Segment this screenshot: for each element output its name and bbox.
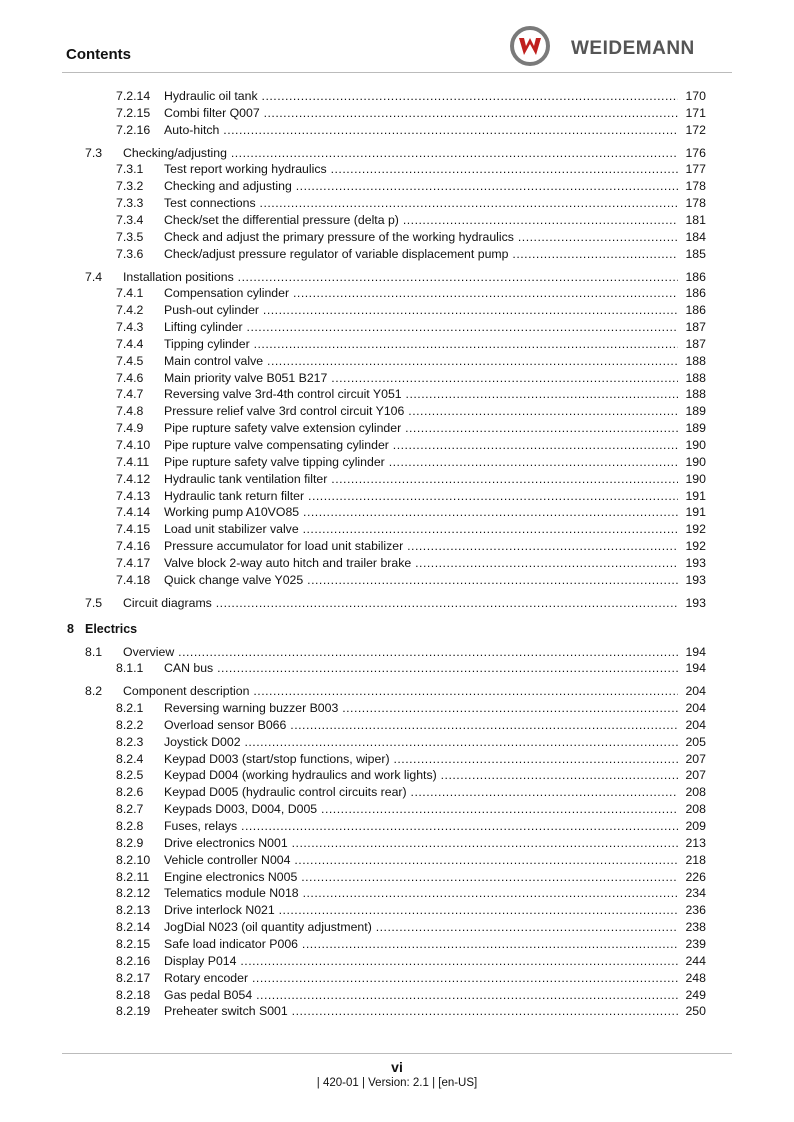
toc-entry-number: 7.4.18 bbox=[116, 572, 151, 587]
toc-entry-title: Drive interlock N021 ..... bbox=[164, 902, 678, 918]
toc-entry[interactable] bbox=[0, 801, 794, 817]
toc-entry-number: 8.2.14 bbox=[116, 920, 151, 935]
toc-entry[interactable] bbox=[0, 246, 794, 262]
toc-entry-page: 218 bbox=[685, 852, 706, 867]
toc-entry-title: Safe load indicator P006 ..... bbox=[164, 936, 678, 952]
toc-entry-title: Pipe rupture valve compensating cylinder ..... bbox=[164, 437, 678, 453]
toc-entry-number: 7.4.4 bbox=[116, 336, 144, 351]
toc-entry-title: Hydraulic oil tank ..... bbox=[164, 88, 678, 104]
toc-entry-page: 190 bbox=[685, 454, 706, 469]
toc-entry-page: 204 bbox=[685, 701, 706, 716]
toc-entry-number: 7.2.16 bbox=[116, 122, 151, 137]
toc-entry-page: 188 bbox=[685, 370, 706, 385]
toc-entry-number: 8.2.15 bbox=[116, 936, 151, 951]
toc-entry[interactable] bbox=[0, 302, 794, 318]
toc-entry[interactable] bbox=[0, 178, 794, 194]
toc-entry-title: Test connections ..... bbox=[164, 195, 678, 211]
toc-entry-title: Test report working hydraulics ..... bbox=[164, 161, 678, 177]
toc-entry-title: Keypad D003 (start/stop functions, wiper) ..... bbox=[164, 751, 678, 767]
toc-entry-title: Joystick D002 ..... bbox=[164, 734, 678, 750]
toc-entry-page: 186 bbox=[685, 269, 706, 284]
toc-entry-number: 8.2.3 bbox=[116, 734, 144, 749]
toc-entry-number: 8.2.9 bbox=[116, 835, 144, 850]
toc-entry[interactable] bbox=[0, 471, 794, 487]
toc-entry[interactable] bbox=[0, 370, 794, 386]
toc-entry-title: Installation positions ..... bbox=[123, 269, 678, 285]
toc-entry-title: Fuses, relays ..... bbox=[164, 818, 678, 834]
toc-entry[interactable] bbox=[0, 212, 794, 228]
toc-entry-title: Working pump A10VO85 ..... bbox=[164, 504, 678, 520]
toc-entry-number: 7.4.13 bbox=[116, 488, 151, 503]
toc-entry[interactable] bbox=[0, 353, 794, 369]
toc-entry-number: 7.2.15 bbox=[116, 105, 151, 120]
toc-entry[interactable] bbox=[0, 403, 794, 419]
toc-entry-number: 8.2.16 bbox=[116, 953, 151, 968]
toc-entry-title: JogDial N023 (oil quantity adjustment) ..... bbox=[164, 919, 678, 935]
toc-entry-page: 187 bbox=[685, 336, 706, 351]
toc-section-entry[interactable] bbox=[0, 683, 794, 699]
toc-entry[interactable] bbox=[0, 700, 794, 716]
toc-entry-title: Vehicle controller N004 ..... bbox=[164, 852, 678, 868]
toc-entry-page: 192 bbox=[685, 539, 706, 554]
toc-entry-page: 244 bbox=[685, 953, 706, 968]
toc-entry[interactable] bbox=[0, 987, 794, 1003]
brand-name: WEIDEMANN bbox=[571, 38, 695, 59]
toc-entry-number: 8.1 bbox=[85, 644, 103, 659]
toc-entry[interactable] bbox=[0, 504, 794, 520]
toc-entry-title: Pressure accumulator for load unit stabilizer ..... bbox=[164, 538, 678, 554]
toc-entry-page: 194 bbox=[685, 644, 706, 659]
toc-entry-number: 8.2.18 bbox=[116, 987, 151, 1002]
toc-section-entry[interactable] bbox=[0, 269, 794, 285]
toc-entry-title: Keypads D003, D004, D005 ..... bbox=[164, 801, 678, 817]
toc-entry[interactable] bbox=[0, 734, 794, 750]
toc-entry-number: 7.4.14 bbox=[116, 505, 151, 520]
toc-entry-number: 7.5 bbox=[85, 595, 103, 610]
toc-entry[interactable] bbox=[0, 88, 794, 104]
toc-entry-number: 7.2.14 bbox=[116, 89, 151, 103]
toc-entry-number: 7.3.1 bbox=[116, 162, 144, 177]
toc-entry-page: 192 bbox=[685, 522, 706, 537]
toc-entry[interactable] bbox=[0, 919, 794, 935]
toc-entry-page: 188 bbox=[685, 387, 706, 402]
toc-entry[interactable] bbox=[0, 717, 794, 733]
toc-entry-page: 186 bbox=[685, 286, 706, 301]
toc-entry-page: 181 bbox=[685, 212, 706, 227]
toc-entry-title: Pipe rupture safety valve extension cylinder ..... bbox=[164, 420, 678, 436]
toc-entry[interactable] bbox=[0, 319, 794, 335]
toc-entry[interactable] bbox=[0, 105, 794, 121]
toc-entry-page: 191 bbox=[685, 488, 706, 503]
toc-entry[interactable] bbox=[0, 660, 794, 676]
toc-entry-page: 194 bbox=[685, 661, 706, 676]
toc-entry-number: 8.1.1 bbox=[116, 661, 144, 676]
toc-entry-title: Main priority valve B051 B217 ..... bbox=[164, 370, 678, 386]
toc-entry[interactable] bbox=[0, 852, 794, 868]
toc-entry[interactable] bbox=[0, 195, 794, 211]
toc-entry-page: 193 bbox=[685, 555, 706, 570]
toc-entry[interactable] bbox=[0, 285, 794, 301]
toc-entry-title: Check/set the differential pressure (delta p) ..... bbox=[164, 212, 678, 228]
toc-entry-title: Hydraulic tank ventilation filter ..... bbox=[164, 471, 678, 487]
toc-entry-number: 7.4.9 bbox=[116, 421, 144, 436]
toc-entry[interactable] bbox=[0, 751, 794, 767]
toc-entry-page: 189 bbox=[685, 421, 706, 436]
toc-entry-title: Load unit stabilizer valve ..... bbox=[164, 521, 678, 537]
toc-entry-page: 185 bbox=[685, 246, 706, 261]
toc-entry-number: 7.4.11 bbox=[116, 454, 150, 469]
toc-entry-title: Hydraulic tank return filter ..... bbox=[164, 488, 678, 504]
toc-entry-number: 7.3.5 bbox=[116, 229, 144, 244]
toc-entry-number: 7.3.4 bbox=[116, 212, 144, 227]
toc-entry-number: 8.2.19 bbox=[116, 1004, 151, 1019]
toc-entry-page: 178 bbox=[685, 196, 706, 211]
toc-entry-title: Circuit diagrams ..... bbox=[123, 595, 678, 611]
toc-entry[interactable] bbox=[0, 488, 794, 504]
toc-entry[interactable] bbox=[0, 936, 794, 952]
footer-divider bbox=[62, 1053, 732, 1054]
toc-entry-number: 7.4.15 bbox=[116, 522, 151, 537]
toc-entry-page: 239 bbox=[685, 936, 706, 951]
toc-entry-title: Lifting cylinder ..... bbox=[164, 319, 678, 335]
toc-entry-title: Component description ..... bbox=[123, 683, 678, 699]
toc-entry-title: Preheater switch S001 ..... bbox=[164, 1003, 678, 1019]
toc-entry-title: Display P014 ..... bbox=[164, 953, 678, 969]
toc-entry-number: 8.2.10 bbox=[116, 852, 151, 867]
toc-entry-title: Check/adjust pressure regulator of variable displacement pump ..... bbox=[164, 246, 678, 262]
toc-entry-title: Combi filter Q007 ..... bbox=[164, 105, 678, 121]
toc-entry-number: 7.4.5 bbox=[116, 353, 144, 368]
toc-entry[interactable] bbox=[0, 538, 794, 554]
toc-entry-number: 8.2.5 bbox=[116, 768, 144, 783]
toc-entry-number: 8.2.6 bbox=[116, 785, 144, 800]
toc-section-entry[interactable] bbox=[0, 644, 794, 660]
toc-entry-page: 209 bbox=[685, 819, 706, 833]
toc-entry-page: 248 bbox=[685, 970, 706, 985]
toc-entry-page: 184 bbox=[685, 229, 706, 244]
chapter-heading[interactable] bbox=[0, 620, 794, 638]
toc-entry[interactable] bbox=[0, 437, 794, 453]
toc-entry[interactable] bbox=[0, 122, 794, 138]
toc-entry[interactable] bbox=[0, 572, 794, 588]
toc-entry-number: 8.2.1 bbox=[116, 701, 144, 716]
toc-entry[interactable] bbox=[0, 902, 794, 918]
toc-entry-number: 8.2.13 bbox=[116, 903, 151, 918]
document-info: | 420-01 | Version: 2.1 | [en-US] bbox=[316, 1077, 478, 1089]
toc-entry-page: 204 bbox=[685, 684, 706, 699]
toc-entry-title: Overview ..... bbox=[123, 644, 678, 660]
toc-entry-page: 238 bbox=[685, 920, 706, 935]
toc-entry-number: 7.3.6 bbox=[116, 246, 144, 261]
toc-entry-page: 208 bbox=[685, 785, 706, 800]
toc-entry-title: Keypad D005 (hydraulic control circuits rear) ..... bbox=[164, 784, 678, 800]
toc-entry-number: 7.4.7 bbox=[116, 387, 144, 402]
toc-entry-page: 170 bbox=[685, 89, 706, 103]
toc-entry-page: 236 bbox=[685, 903, 706, 918]
toc-entry-title: Auto-hitch ..... bbox=[164, 122, 678, 138]
toc-entry-number: 7.4.3 bbox=[116, 320, 144, 335]
toc-entry-number: 7.4.1 bbox=[116, 286, 144, 301]
toc-entry-title: CAN bus ..... bbox=[164, 660, 678, 676]
toc-entry-number: 7.4.6 bbox=[116, 370, 144, 385]
toc-entry-title: Valve block 2-way auto hitch and trailer brake ..... bbox=[164, 555, 678, 571]
toc-entry-title: Checking/adjusting ..... bbox=[123, 145, 678, 161]
toc-section-entry[interactable] bbox=[0, 145, 794, 161]
toc-entry[interactable] bbox=[0, 420, 794, 436]
toc-entry-number: 7.4.2 bbox=[116, 303, 144, 318]
toc-entry[interactable] bbox=[0, 970, 794, 986]
toc-entry-title: Checking and adjusting ..... bbox=[164, 178, 678, 194]
toc-entry-title: Engine electronics N005 ..... bbox=[164, 869, 678, 885]
toc-entry-number: 7.3 bbox=[85, 145, 103, 160]
toc-entry-title: Compensation cylinder ..... bbox=[164, 285, 678, 301]
toc-entry-page: 208 bbox=[685, 802, 706, 817]
toc-entry[interactable] bbox=[0, 336, 794, 352]
toc-entry[interactable] bbox=[0, 386, 794, 402]
toc-entry-title: Telematics module N018 ..... bbox=[164, 885, 678, 901]
toc-entry-number: 8.2 bbox=[85, 684, 103, 699]
toc-entry-number: 8.2.12 bbox=[116, 886, 151, 901]
toc-entry-title: Tipping cylinder ..... bbox=[164, 336, 678, 352]
toc-entry-page: 191 bbox=[685, 505, 706, 520]
toc-entry-page: 193 bbox=[685, 595, 706, 610]
toc-entry-number: 7.4.16 bbox=[116, 539, 151, 554]
toc-entry[interactable] bbox=[0, 454, 794, 470]
toc-entry-title: Reversing valve 3rd-4th control circuit Y051 ..... bbox=[164, 386, 678, 402]
toc-entry-number: 7.3.2 bbox=[116, 179, 144, 194]
page-number: vi bbox=[391, 1059, 403, 1075]
toc-section-entry[interactable] bbox=[0, 595, 794, 611]
toc-entry[interactable] bbox=[0, 521, 794, 537]
toc-entry-title: Pressure relief valve 3rd control circuit Y106 ..... bbox=[164, 403, 678, 419]
chapter-title: Electrics bbox=[85, 621, 138, 636]
toc-entry-title: Main control valve ..... bbox=[164, 353, 678, 369]
header-divider bbox=[62, 72, 732, 73]
toc-entry-page: 188 bbox=[685, 353, 706, 368]
toc-entry[interactable] bbox=[0, 953, 794, 969]
toc-entry-title: Pipe rupture safety valve tipping cylinder ..... bbox=[164, 454, 678, 470]
toc-entry-title: Reversing warning buzzer B003 ..... bbox=[164, 700, 678, 716]
toc-entry-page: 205 bbox=[685, 734, 706, 749]
toc-entry-page: 186 bbox=[685, 303, 706, 318]
toc-entry-title: Push-out cylinder ..... bbox=[164, 302, 678, 318]
toc-entry-page: 207 bbox=[685, 751, 706, 766]
toc-entry[interactable] bbox=[0, 885, 794, 901]
toc-entry-number: 8.2.8 bbox=[116, 819, 144, 833]
toc-entry-title: Overload sensor B066 ..... bbox=[164, 717, 678, 733]
toc-entry-page: 204 bbox=[685, 717, 706, 732]
toc-entry[interactable] bbox=[0, 818, 794, 834]
toc-entry[interactable] bbox=[0, 869, 794, 885]
toc-entry-page: 250 bbox=[685, 1004, 706, 1019]
toc-entry-title: Gas pedal B054 ..... bbox=[164, 987, 678, 1003]
toc-entry[interactable] bbox=[0, 555, 794, 571]
toc-entry-number: 8.2.7 bbox=[116, 802, 144, 817]
toc-entry-page: 172 bbox=[685, 122, 706, 137]
toc-entry-page: 234 bbox=[685, 886, 706, 901]
toc-entry-page: 213 bbox=[685, 835, 706, 850]
toc-entry-number: 8.2.11 bbox=[116, 869, 150, 884]
toc-entry-title: Drive electronics N001 ..... bbox=[164, 835, 678, 851]
toc-entry-number: 7.3.3 bbox=[116, 196, 144, 211]
toc-entry[interactable] bbox=[0, 784, 794, 800]
toc-entry-number: 7.4.17 bbox=[116, 555, 151, 570]
toc-entry-page: 178 bbox=[685, 179, 706, 194]
toc-entry-page: 190 bbox=[685, 438, 706, 452]
toc-entry-page: 177 bbox=[685, 162, 706, 177]
toc-entry-number: 7.4.10 bbox=[116, 438, 151, 452]
toc-entry-number: 8.2.2 bbox=[116, 717, 144, 732]
toc-entry-number: 8.2.4 bbox=[116, 751, 144, 766]
toc-entry-page: 176 bbox=[685, 145, 706, 160]
toc-entry[interactable] bbox=[0, 229, 794, 245]
toc-entry[interactable] bbox=[0, 767, 794, 783]
toc-entry-page: 207 bbox=[685, 768, 706, 783]
toc-entry-page: 190 bbox=[685, 471, 706, 486]
toc-entry[interactable] bbox=[0, 161, 794, 177]
chapter-number: 8 bbox=[67, 621, 74, 636]
page-title: Contents bbox=[66, 46, 131, 63]
toc-entry-page: 171 bbox=[685, 105, 706, 120]
toc-entry-page: 249 bbox=[685, 987, 706, 1002]
toc-entry-number: 7.4.8 bbox=[116, 404, 144, 419]
toc-entry-page: 193 bbox=[685, 572, 706, 587]
weidemann-logo-icon bbox=[508, 26, 552, 66]
toc-entry-number: 7.4 bbox=[85, 269, 103, 284]
toc-entry-title: Check and adjust the primary pressure of the working hydraulics ..... bbox=[164, 229, 678, 245]
toc-entry[interactable] bbox=[0, 835, 794, 851]
toc-entry-page: 187 bbox=[685, 320, 706, 335]
toc-entry-title: Keypad D004 (working hydraulics and work lights) ..... bbox=[164, 767, 678, 783]
toc-entry-number: 7.4.12 bbox=[116, 471, 151, 486]
toc-entry-page: 226 bbox=[685, 869, 706, 884]
toc-entry-title: Rotary encoder ..... bbox=[164, 970, 678, 986]
toc-entry-number: 8.2.17 bbox=[116, 970, 151, 985]
toc-entry-title: Quick change valve Y025 ..... bbox=[164, 572, 678, 588]
toc-entry[interactable] bbox=[0, 1003, 794, 1019]
toc-entry-page: 189 bbox=[685, 404, 706, 419]
